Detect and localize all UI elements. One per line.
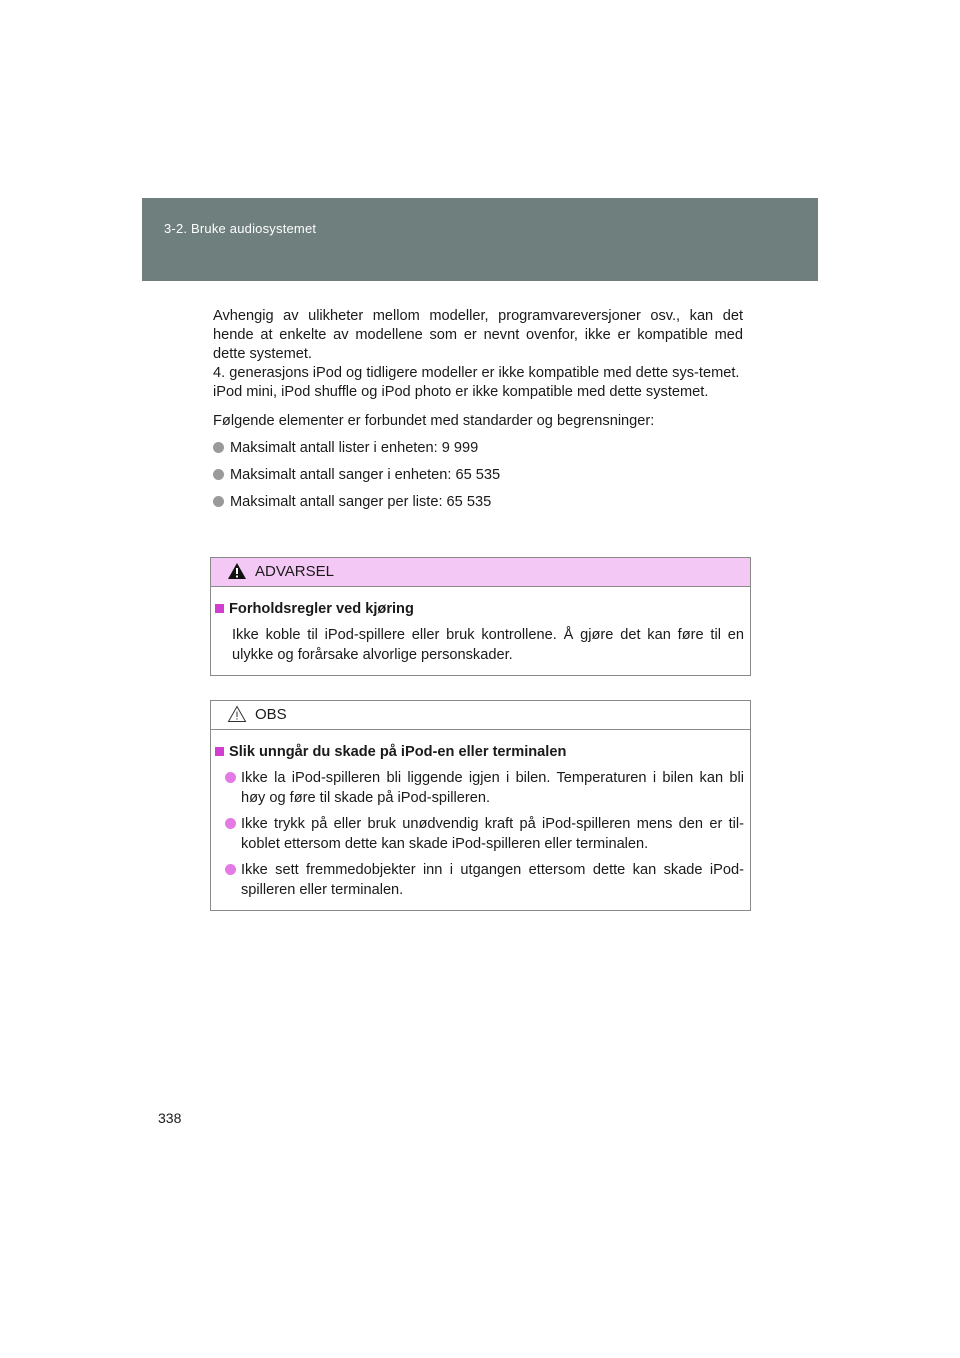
list-item: [213, 466, 743, 485]
warning-heading-text: Forholdsregler ved kjøring: [229, 601, 414, 617]
notice-box: [210, 700, 751, 911]
intro-paragraph-4: Følgende elementer er forbundet med standarder og begrensninger:: [213, 413, 655, 429]
list-item-text: Ikke la iPod-spilleren bli liggende igjen i bilen. Temperaturen i bilen kan bli høy og føre til skade på iPod-spilleren.: [241, 770, 744, 806]
list-item: [225, 768, 744, 808]
intro-paragraph-2: 4. generasjons iPod og tidligere modeller er ikke kompatible med dette sys-temet.: [213, 365, 740, 381]
list-item: [225, 814, 744, 854]
list-item: [213, 493, 743, 512]
list-item-text: Maksimalt antall sanger i enheten: 65 535: [230, 467, 501, 483]
list-item-text: Ikke trykk på eller bruk unødvendig kraft på iPod-spilleren mens den er til-koblet ettersom dette kan skade iPod-spilleren eller terminalen.: [241, 816, 744, 852]
page-number: 338: [158, 1110, 182, 1126]
bullet-icon: [213, 469, 224, 480]
list-item-text: Ikke sett fremmedobjekter inn i utgangen ettersom dette kan skade iPod-spilleren eller terminalen.: [241, 862, 744, 898]
warning-title: ADVARSEL: [255, 563, 334, 580]
bullet-icon: [225, 864, 236, 875]
square-bullet-icon: [215, 747, 224, 756]
bullet-icon: [225, 772, 236, 783]
list-item: [213, 439, 743, 458]
bullet-icon: [213, 442, 224, 453]
list-item: [225, 860, 744, 900]
bullet-icon: [213, 496, 224, 507]
notice-heading: [215, 742, 744, 762]
intro-paragraph-1: Avhengig av ulikheter mellom modeller, programvareversjoner osv., kan det hende at enkelte av modellene som er nevnt ovenfor, ikke er kompatible med dette systemet.: [213, 308, 743, 362]
caution-triangle-outline-icon: [227, 705, 247, 723]
warning-body: [211, 587, 750, 675]
notice-header: [211, 701, 750, 730]
warning-text: Ikke koble til iPod-spillere eller bruk kontrollene. Å gjøre det kan føre til en ulykke og forårsake alvorlige personskader.: [232, 627, 744, 663]
warning-header: [211, 558, 750, 587]
list-item-text: Maksimalt antall lister i enheten: 9 999: [230, 440, 479, 456]
section-title: 3-2. Bruke audiosystemet: [164, 221, 317, 236]
bullet-icon: [225, 818, 236, 829]
warning-heading: [215, 599, 744, 619]
notice-heading-text: Slik unngår du skade på iPod-en eller terminalen: [229, 744, 567, 760]
warning-box: [210, 557, 751, 676]
warning-triangle-icon: [227, 562, 247, 580]
list-item-text: Maksimalt antall sanger per liste: 65 535: [230, 494, 492, 510]
notice-body: [211, 730, 750, 910]
section-header-band: [142, 198, 818, 281]
intro-content: [213, 307, 743, 512]
notice-title: OBS: [255, 706, 287, 723]
square-bullet-icon: [215, 604, 224, 613]
intro-paragraph-3: iPod mini, iPod shuffle og iPod photo er ikke kompatible med dette systemet.: [213, 384, 709, 400]
